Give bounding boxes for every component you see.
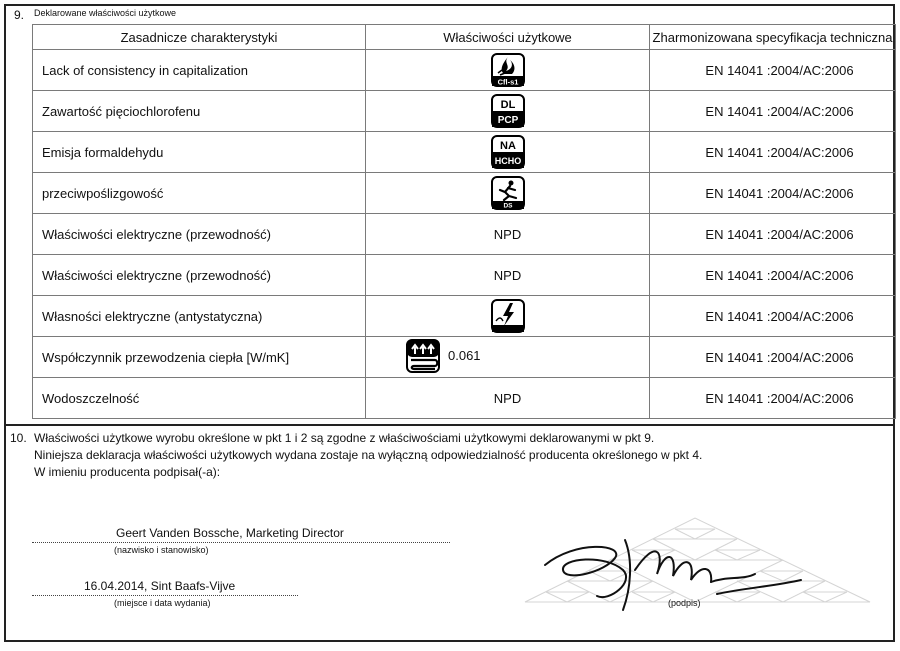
signature-caption: (podpis) [668, 598, 701, 608]
performance-cell [366, 337, 650, 378]
spec-cell: EN 14041 :2004/AC:2006 [650, 378, 896, 419]
characteristic-cell: Właściwości elektryczne (przewodność) [33, 255, 366, 296]
section-10-line-3: W imieniu producenta podpisał(-a): [34, 465, 221, 479]
slip-label: DS [502, 202, 513, 210]
table-row [33, 296, 896, 337]
performance-cell: NPD [366, 214, 650, 255]
column-header-specification: Zharmonizowana specyfikacja techniczna [650, 25, 896, 50]
characteristic-cell: Własności elektryczne (antystatyczna) [33, 296, 366, 337]
spec-cell: EN 14041 :2004/AC:2006 [650, 132, 896, 173]
signatory-name-caption: (nazwisko i stanowisko) [114, 545, 209, 555]
date-dotted-line [32, 595, 298, 596]
section-9-number: 9. [14, 8, 25, 22]
thermal-value-group [366, 339, 481, 373]
section-10-line-1: Właściwości użytkowe wyrobu określone w pkt 1 i 2 są zgodne z właściwościami użytkowymi deklarowanymi w pkt 9. [34, 431, 655, 445]
pcp-top-label: DL [500, 99, 515, 111]
characteristic-cell: Zawartość pięciochlorofenu [33, 91, 366, 132]
section-divider [4, 424, 895, 426]
table-row [33, 337, 896, 378]
declared-performance-table [32, 24, 896, 419]
issue-date-caption: (miejsce i data wydania) [114, 598, 211, 608]
performance-cell [366, 132, 650, 173]
table-row [33, 173, 896, 214]
table-header-row [33, 25, 896, 50]
spec-cell: EN 14041 :2004/AC:2006 [650, 173, 896, 214]
performance-cell: NPD [366, 378, 650, 419]
fire-class-icon [491, 53, 525, 87]
characteristic-cell: Lack of consistency in capitalization [33, 50, 366, 91]
hcho-bottom-label: HCHO [494, 156, 521, 166]
spec-cell: EN 14041 :2004/AC:2006 [650, 214, 896, 255]
performance-cell [366, 296, 650, 337]
performance-cell [366, 173, 650, 214]
hcho-top-label: NA [499, 140, 516, 152]
performance-cell [366, 50, 650, 91]
table-row [33, 214, 896, 255]
pcp-icon [491, 94, 525, 128]
performance-cell [366, 91, 650, 132]
spec-cell: EN 14041 :2004/AC:2006 [650, 50, 896, 91]
antistatic-icon [491, 299, 525, 333]
characteristic-cell: Właściwości elektryczne (przewodność) [33, 214, 366, 255]
hcho-icon [491, 135, 525, 169]
spec-cell: EN 14041 :2004/AC:2006 [650, 255, 896, 296]
table-row [33, 50, 896, 91]
characteristic-cell: przeciwpoślizgowość [33, 173, 366, 214]
column-header-performance: Właściwości użytkowe [366, 25, 650, 50]
characteristic-cell: Współczynnik przewodzenia ciepła [W/mK] [33, 337, 366, 378]
column-header-characteristics: Zasadnicze charakterystyki [33, 25, 366, 50]
table-row [33, 91, 896, 132]
section-10-line-2: Niniejsza deklaracja właściwości użytkowych wydana zostaje na wyłączną odpowiedzialność producenta określonego w pkt 4. [34, 448, 703, 462]
table-row [33, 255, 896, 296]
spec-cell: EN 14041 :2004/AC:2006 [650, 337, 896, 378]
spec-cell: EN 14041 :2004/AC:2006 [650, 91, 896, 132]
thermal-value: 0.061 [448, 348, 481, 363]
slip-resistance-icon [491, 176, 525, 210]
table-row [33, 132, 896, 173]
performance-cell: NPD [366, 255, 650, 296]
name-dotted-line [32, 542, 450, 543]
signatory-name: Geert Vanden Bossche, Marketing Director [116, 526, 344, 540]
section-9-title: Deklarowane właściwości użytkowe [34, 8, 177, 18]
spec-cell: EN 14041 :2004/AC:2006 [650, 296, 896, 337]
table-row [33, 378, 896, 419]
pcp-bottom-label: PCP [497, 115, 518, 126]
characteristic-cell: Wodoszczelność [33, 378, 366, 419]
issue-date-place: 16.04.2014, Sint Baafs-Vijve [84, 579, 236, 593]
fire-class-label: Cfl-s1 [497, 77, 518, 87]
thermal-conductivity-icon [406, 339, 440, 373]
characteristic-cell: Emisja formaldehydu [33, 132, 366, 173]
section-10-number: 10. [10, 431, 27, 445]
